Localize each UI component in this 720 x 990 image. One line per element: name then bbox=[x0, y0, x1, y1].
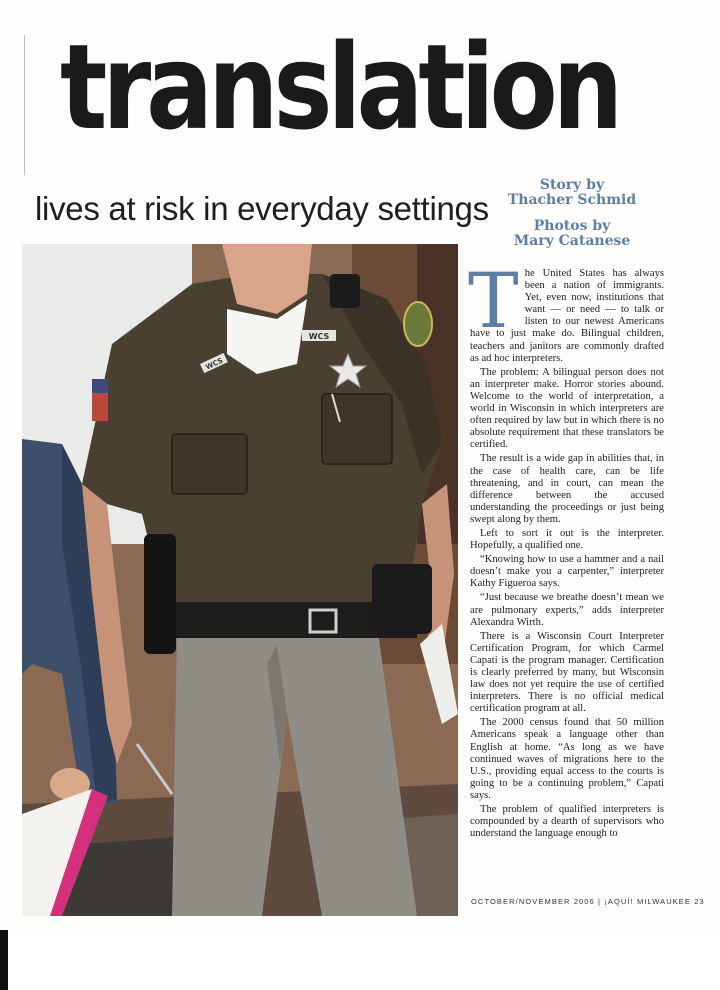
scan-edge-bar bbox=[0, 930, 8, 990]
photo-credit-author: Mary Catanese bbox=[513, 233, 631, 249]
drop-cap: T bbox=[468, 256, 519, 345]
page-folio: OCTOBER/NOVEMBER 2006 | ¡AQUÍ! MILWAUKEE 23 bbox=[471, 897, 705, 906]
article-paragraph: “Knowing how to use a hammer and a nail doesn’t make you a carpenter,” interpreter Kathy Figueroa says. bbox=[470, 554, 664, 590]
subheadline: lives at risk in everyday settings bbox=[35, 190, 489, 227]
article-paragraph: The problem of qualified interpreters is compounded by a dearth of supervisors who understand the language enough to bbox=[470, 804, 664, 840]
scan-margin bbox=[0, 930, 720, 990]
headline: translation bbox=[60, 18, 619, 156]
article-paragraph-1: he United States has always been a nation of immigrants. Yet, even now, institutions that want — or need — to talk or listen to our newest Americans have to just make do. Bilingual children, teachers and janitors are commonly drafted as ad hoc interpreters. bbox=[470, 268, 664, 364]
officer-photo-illustration bbox=[22, 244, 458, 916]
article-paragraph: The problem: A bilingual person does not an interpreter make. Horror stories abound. Welcome to the world of interpretation, a world in Wisconsin in which interpreters are often required by law but in which there is no absolute requirement that these translators be certified. bbox=[470, 366, 664, 451]
article-paragraph: There is a Wisconsin Court Interpreter Certification Program, for which Carmel Capati is the program manager. Certification is clearly preferred by many, but Wisconsin law does not yet require the use of certified interpreters. There is no official medical certification program at all. bbox=[470, 630, 664, 715]
badge-label: WCS bbox=[308, 332, 330, 341]
photo-credit-label: Photos by bbox=[533, 218, 611, 234]
article-body bbox=[468, 256, 664, 842]
article-paragraph: “Just because we breathe doesn’t mean we are pulmonary experts,” adds interpreter Alexandra Wirth. bbox=[470, 592, 664, 628]
article-paragraph: The 2000 census found that 50 million Americans speak a language other than English at home. “As long as we have continued waves of migrations here to the U.S., providing equal access to the courts is going to be a continuing problem,” Capati says. bbox=[470, 717, 664, 801]
story-credit-author: Thacher Schmid bbox=[507, 192, 637, 208]
collar-label: WCS bbox=[204, 356, 225, 372]
story-credit bbox=[497, 178, 647, 208]
story-credit-label: Story by bbox=[539, 177, 605, 193]
page-edge-line bbox=[24, 35, 25, 175]
article-paragraph: The result is a wide gap in abilities that, in the case of health care, can be life threatening, and in court, can mean the difference between the accused understanding the proceedings or just being swept along by them. bbox=[470, 453, 664, 525]
officer-photo bbox=[22, 244, 458, 916]
photo-credit bbox=[497, 219, 647, 249]
article-paragraph: Left to sort it out is the interpreter. Hopefully, a qualified one. bbox=[470, 527, 664, 552]
